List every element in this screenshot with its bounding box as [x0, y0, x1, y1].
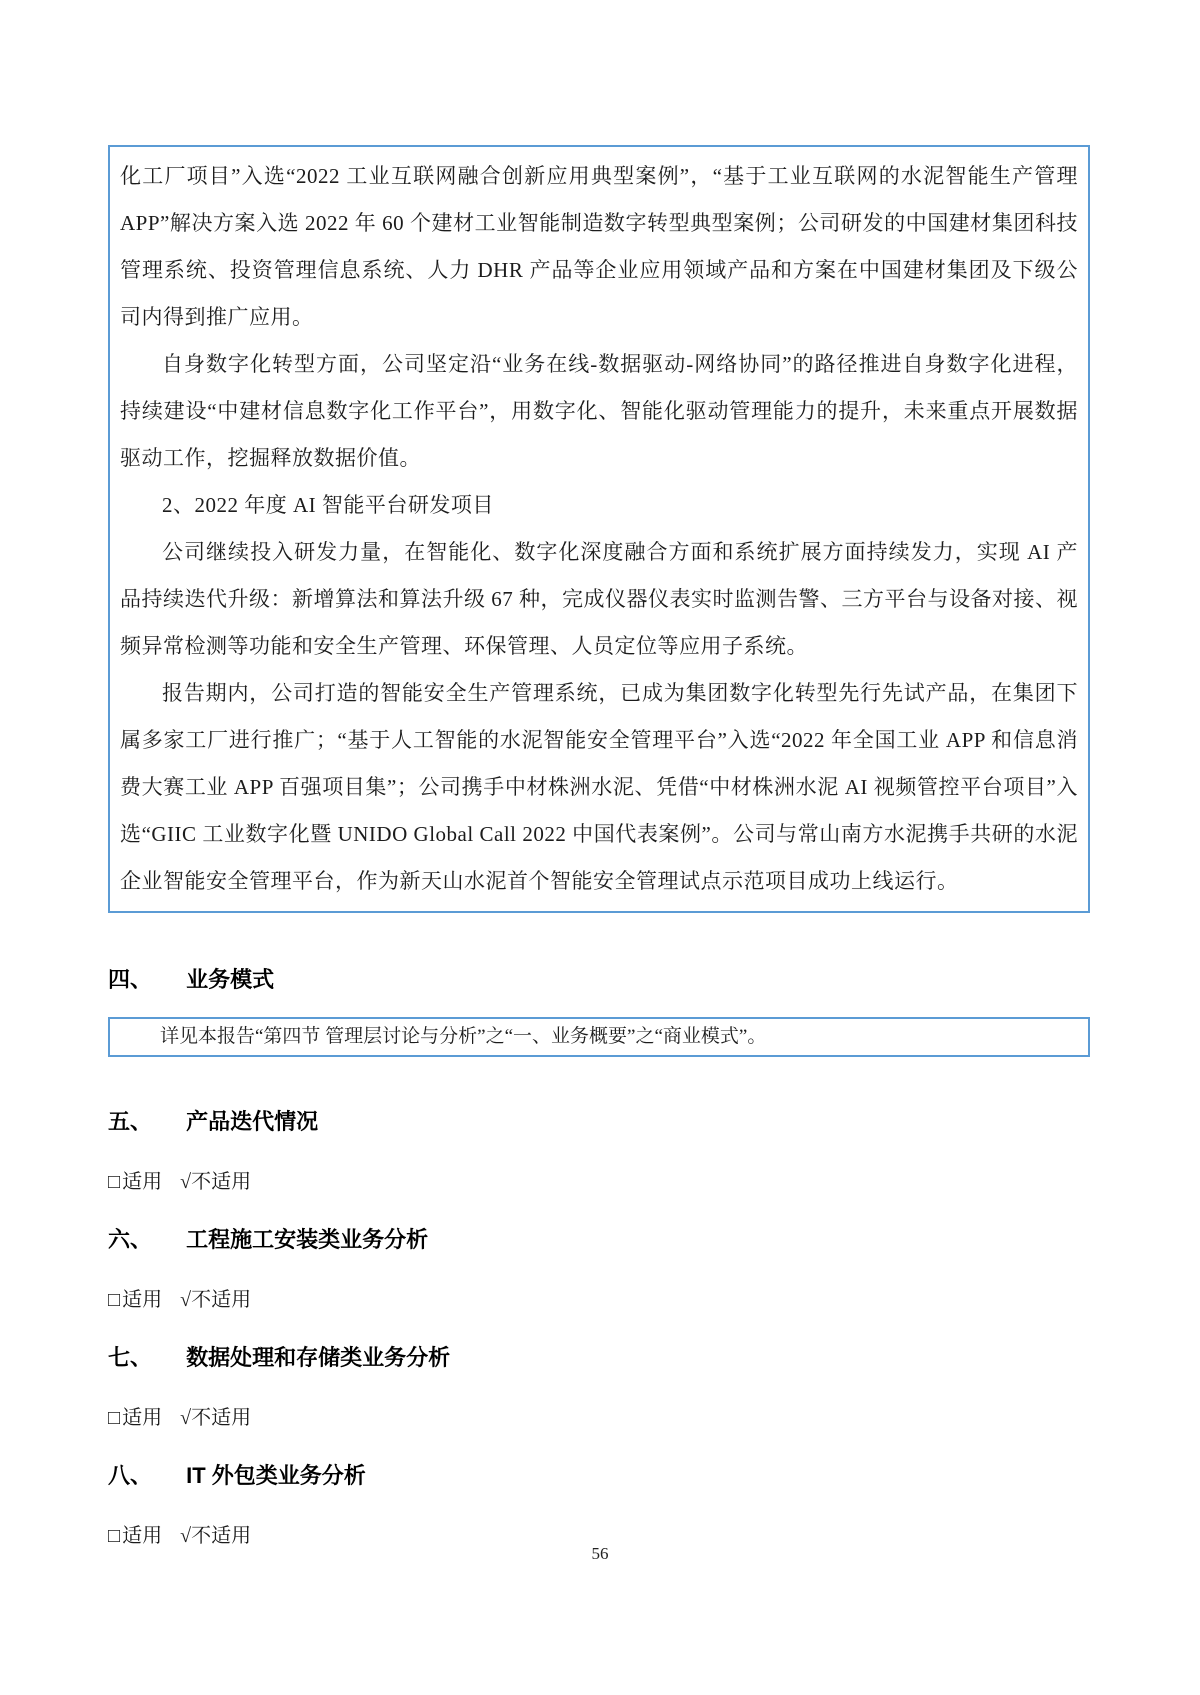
applicability-line: [108, 1169, 1090, 1195]
not-applicable-label: 不适用: [191, 1289, 252, 1311]
page-content: [108, 0, 1090, 1549]
checkbox-unchecked-icon: □: [108, 1525, 121, 1547]
paragraph: 化工厂项目”入选“2022 工业互联网融合创新应用典型案例”，“基于工业互联网的水泥智能生产管理 APP”解决方案入选 2022 年 60 个建材工业智能制造数字转型典型案例；公司研发的中国建材集团科技管理系统、投资管理信息系统、人力 DHR 产品等企业应用领域产品和方案在中国建材集团及下级公司内得到推广应用。: [120, 164, 1078, 329]
check-icon: √: [180, 1289, 192, 1311]
note-text: 详见本报告“第四节 管理层讨论与分析”之“一、业务概要”之“商业模式”。: [160, 1026, 767, 1047]
applicability-line: [108, 1405, 1090, 1431]
section-number: 七、: [108, 1345, 153, 1370]
check-icon: √: [180, 1407, 192, 1429]
paragraph: 2、2022 年度 AI 智能平台研发项目: [162, 493, 494, 517]
section-heading-it-outsourcing: [108, 1461, 1090, 1491]
highlight-text-box: [108, 145, 1090, 913]
section-title: 产品迭代情况: [186, 1109, 319, 1134]
checkbox-unchecked-icon: □: [108, 1289, 121, 1311]
not-applicable-label: 不适用: [191, 1525, 252, 1547]
section-number: 八、: [108, 1463, 153, 1488]
section-number: 四、: [108, 967, 153, 992]
checkbox-unchecked-icon: □: [108, 1171, 121, 1193]
applicable-label: 适用: [122, 1407, 163, 1429]
paragraph: 报告期内，公司打造的智能安全生产管理系统，已成为集团数字化转型先行先试产品，在集团下属多家工厂进行推广；“基于人工智能的水泥智能安全管理平台”入选“2022 年全国工业 APP 和信息消费大赛工业 APP 百强项目集”；公司携手中材株洲水泥、凭借“中材株洲水泥 AI 视频管控平台项目”入选“GIIC 工业数字化暨 UNIDO Global Call 2022 中国代表案例”。公司与常山南方水泥携手共研的水泥企业智能安全管理平台，作为新天山水泥首个智能安全管理试点示范项目成功上线运行。: [120, 681, 1078, 893]
section-heading-data-processing-storage: [108, 1343, 1090, 1373]
paragraph: 公司继续投入研发力量，在智能化、数字化深度融合方面和系统扩展方面持续发力，实现 AI 产品持续迭代升级：新增算法和算法升级 67 种，完成仪器仪表实时监测告警、三方平台与设备对接、视频异常检测等功能和安全生产管理、环保管理、人员定位等应用子系统。: [120, 540, 1078, 658]
applicability-line: [108, 1287, 1090, 1313]
not-applicable-label: 不适用: [191, 1171, 252, 1193]
check-icon: √: [180, 1525, 192, 1547]
section-number: 六、: [108, 1227, 153, 1252]
section-heading-business-model: [108, 965, 1090, 995]
checkbox-unchecked-icon: □: [108, 1407, 121, 1429]
applicable-label: 适用: [122, 1289, 163, 1311]
note-box: [108, 1017, 1090, 1057]
not-applicable-label: 不适用: [191, 1407, 252, 1429]
section-title: 数据处理和存储类业务分析: [186, 1345, 451, 1370]
section-title: IT 外包类业务分析: [186, 1463, 366, 1488]
page-number: 56: [591, 1544, 609, 1563]
section-title: 工程施工安装类业务分析: [186, 1227, 429, 1252]
section-heading-product-iteration: [108, 1107, 1090, 1137]
applicable-label: 适用: [122, 1171, 163, 1193]
check-icon: √: [180, 1171, 192, 1193]
section-number: 五、: [108, 1109, 153, 1134]
section-title: 业务模式: [186, 967, 275, 992]
applicable-label: 适用: [122, 1525, 163, 1547]
paragraph: 自身数字化转型方面，公司坚定沿“业务在线-数据驱动-网络协同”的路径推进自身数字化进程，持续建设“中建材信息数字化工作平台”，用数字化、智能化驱动管理能力的提升，未来重点开展数据驱动工作，挖掘释放数据价值。: [120, 352, 1078, 470]
section-heading-construction-install: [108, 1225, 1090, 1255]
